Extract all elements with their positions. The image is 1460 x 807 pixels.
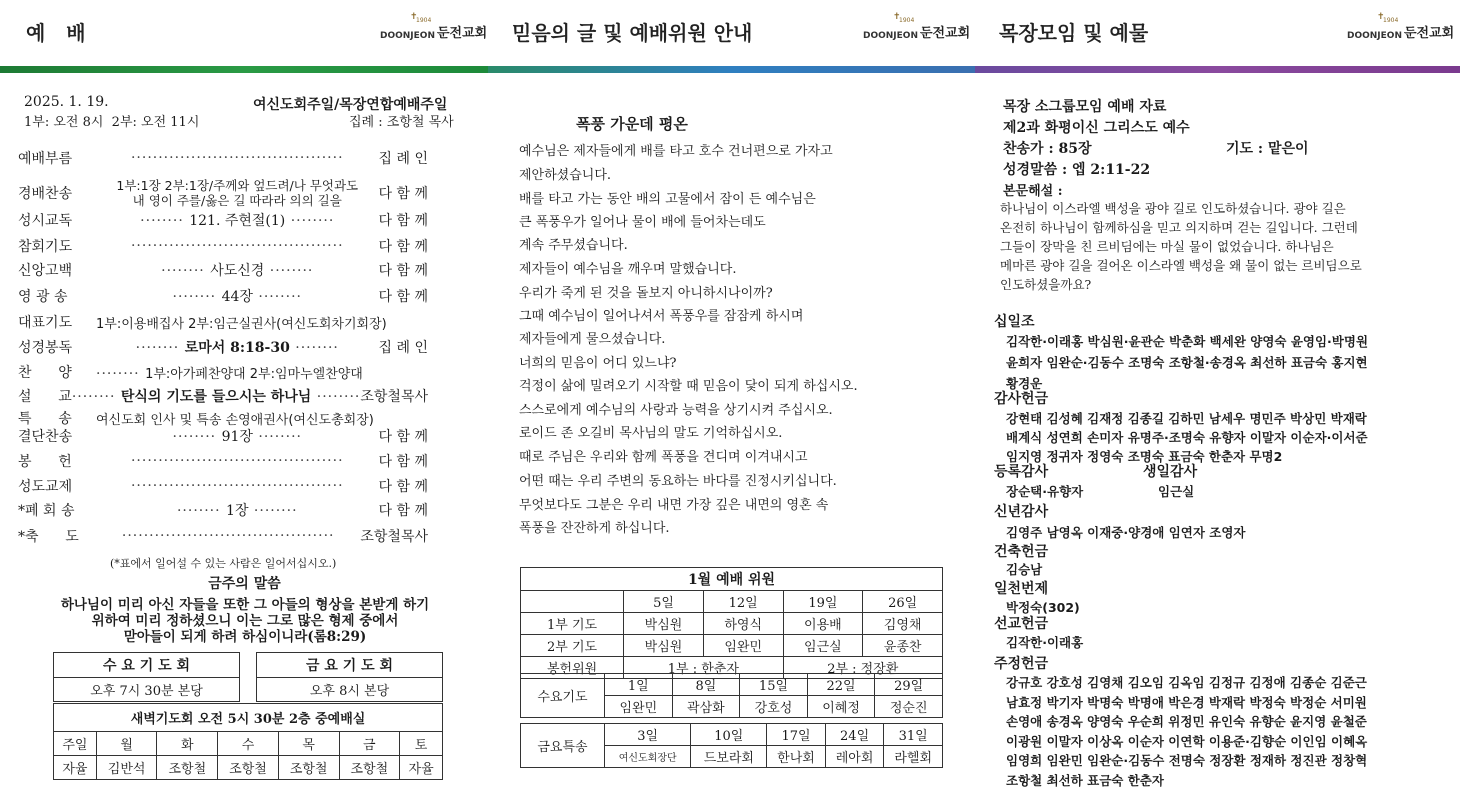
pray2-name: 박심원 [624,635,704,657]
fri-song-schedule [520,723,943,768]
order-item-name: 봉 헌 [18,454,72,470]
wed-prayer-title: 수 요 기 도 회 [54,653,240,678]
faith-line: 스스로에게 예수님의 사랑과 능력을 상기시켜 주십시오. [519,403,833,418]
order-row [18,526,428,546]
dot-leader: ········ [140,213,190,229]
wed-date: 29일 [875,674,943,696]
stand-note: (*표에서 일어설 수 있는 사람은 일어서십시오.) [110,557,337,570]
reg-names: 장순택·유향자 [1006,484,1084,499]
weekly-names: 강규호 강호성 김영채 김오임 김옥임 김정규 김정애 김종순 김준근 [1006,675,1367,690]
order-item-detail [96,260,379,280]
fri-prayer-title: 금 요 기 도 회 [257,653,443,678]
logo-en: DOONJEON [1347,31,1402,41]
mission-label: 선교헌금 [994,616,1049,632]
verse-line: 하나님이 미리 아신 자들을 또한 그 아들의 형상을 본받게 하기 [60,597,430,613]
offer-label: 봉헌위원 [521,657,624,679]
order-item-name: 성시교독 [18,213,73,229]
logo-year: 1904 [899,17,915,24]
header-bar-purple [975,66,1460,73]
dawn-day: 월 [96,732,157,756]
commentary-line: 그들이 장막을 친 르비딤에는 마실 물이 없었습니다. 하나님은 [1000,239,1334,254]
faith-line: 제안하셨습니다. [519,168,612,183]
committee-date: 19일 [783,591,863,613]
tithe-names: 김작한·이래홍 박심원·윤관순 박춘화 백세완 양영숙 윤영임·박명원 [1006,334,1369,349]
dot-leader: ········ [71,389,121,405]
fri-date: 24일 [825,724,884,746]
thanks-names: 임지영 정귀자 정영숙 조명숙 표금숙 한춘자 무명2 [1006,449,1283,464]
faith-line: 배를 타고 가는 동안 배의 고물에서 잠이 든 예수님은 [519,192,816,207]
dot-leader: ········ [172,289,222,305]
logo-ko: 둔전교회 [1403,26,1455,41]
cross-icon: ✝ [893,12,901,22]
order-item-name: 신앙고백 [18,263,73,279]
order-item-name: 경배찬송 [18,186,73,202]
order-item-name: 영 광 송 [18,289,68,305]
offer-first: 1부 : 한춘자 [624,657,783,679]
thousand-label: 일천번제 [994,581,1049,597]
thanks-names: 배계식 성연희 손미자 유명주·조명숙 유향자 이말자 이순자·이서준 [1006,430,1368,445]
order-row [18,362,428,382]
order-item-leader: 다 함 께 [378,289,428,305]
dawn-leader: 자율 [54,756,97,780]
dawn-leader: 조항철 [157,756,218,780]
order-item-name: 성경봉독 [18,340,73,356]
order-item-leader: 다 함 께 [378,454,428,470]
faith-title: 폭풍 가운데 평온 [576,115,688,133]
wed-name: 강호성 [740,696,808,718]
dawn-day: 수 [218,732,279,756]
commentary-label: 본문해설 : [1003,184,1063,199]
dawn-day: 주일 [54,732,97,756]
weekly-names: 이광원 이말자 이상옥 이순자 이연학 이용준·김향순 이인임 이혜옥 [1006,733,1368,749]
header-faith [512,0,752,62]
dawn-leader: 자율 [400,756,443,780]
order-item-text: 여신도회 인사 및 특송 손영애권사(여신도총회장) [96,412,374,428]
faith-line: 폭풍을 잔잔하게 하십니다. [519,521,670,536]
order-item-leader: 조항철목사 [360,529,428,545]
faith-line: 제자들에게 물으셨습니다. [519,332,666,347]
fri-label: 금요특송 [521,724,605,768]
pray1-name: 하영식 [703,613,783,635]
order-item-name: 찬 양 [18,365,72,381]
church-logo [380,12,488,41]
mission-names: 김작한·이래홍 [1006,635,1084,650]
order-item-leader: 다 함 께 [378,186,428,202]
header-group [999,0,1148,62]
verse-line: 위하여 미리 정하셨으니 이는 그로 많은 형제 중에서 [91,613,399,629]
logo-year: 1904 [416,17,432,24]
order-item-name: *축 도 [18,529,79,545]
fri-prayer-time: 오후 8시 본당 [257,678,443,702]
order-item-detail [96,286,379,306]
order-item-detail [96,426,379,446]
dot-leader: ········ [285,213,335,229]
church-logo [863,12,971,41]
order-row [18,312,428,332]
order-row [18,178,428,208]
dot-leader: ········ [311,389,361,405]
order-item-text: 91장 [221,429,253,445]
order-item-name: 대표기도 [18,315,73,331]
dot-leader: ······································· [130,150,344,166]
dot-leader: ········ [248,503,298,519]
commentary-line: 메마른 광야 길을 걸어온 이스라엘 백성을 왜 물이 없는 르비딤으로 [1000,258,1362,273]
order-row [18,210,428,230]
committee-date: 26일 [863,591,943,613]
order-item-leader: 집 례 인 [378,151,428,167]
order-item-text: 121. 주현절(1) [189,213,286,229]
order-row [18,476,428,496]
order-item-name: 참회기도 [18,239,73,255]
pray1-name: 김영채 [863,613,943,635]
dot-leader: ········ [135,340,185,356]
wed-prayer-schedule [520,673,943,718]
committee-title: 1월 예배 위원 [521,568,943,591]
header-bar-blue [488,66,975,73]
bday-names: 임근실 [1158,484,1195,499]
reg-label: 등록감사 [994,464,1049,480]
order-row [18,148,428,168]
committee-date: 5일 [624,591,704,613]
thanks-names: 강현태 김성혜 김재정 김종길 김하민 남세우 명민주 박상민 박재락 [1006,411,1367,426]
verse-text [20,597,470,645]
wed-name: 이혜정 [807,696,875,718]
pray1-name: 박심원 [624,613,704,635]
group-line2: 제2과 화평이신 그리스도 예수 [1003,120,1190,136]
weekly-label: 주정헌금 [994,656,1049,672]
order-item-name: 결단찬송 [18,429,73,445]
faith-line: 큰 폭풍우가 일어나 물이 배에 들어차는데도 [519,215,766,230]
section-title-worship: 예 배 [26,20,86,45]
order-item-leader: 다 함 께 [378,213,428,229]
offer-second: 2부 : 정장환 [783,657,942,679]
order-item-name: 설 교 [18,389,72,405]
fri-name: 라헬회 [884,746,943,768]
dot-leader: ······································· [121,528,335,544]
dot-leader: ········ [252,429,302,445]
faith-line: 제자들이 예수님을 깨우며 말했습니다. [519,262,737,277]
dawn-leader: 조항철 [218,756,279,780]
wed-date: 8일 [672,674,740,696]
order-row [18,426,428,446]
newyear-label: 신년감사 [994,504,1049,520]
dot-leader: ········ [264,263,314,279]
dot-leader: ········ [252,289,302,305]
wed-date: 15일 [740,674,808,696]
wed-label: 수요기도 [521,674,605,718]
wed-date: 1일 [605,674,673,696]
fri-date: 3일 [605,724,691,746]
wed-name: 곽삼화 [672,696,740,718]
dot-leader: ········ [172,429,222,445]
build-label: 건축헌금 [994,544,1049,560]
faith-line: 예수님은 제자들에게 배를 타고 호수 건너편으로 가자고 [519,144,833,159]
order-item-detail [96,313,428,332]
group-line1: 목장 소그룹모임 예배 자료 [1003,99,1167,115]
order-item-leader: 다 함 께 [378,239,428,255]
logo-en: DOONJEON [863,31,918,41]
fri-name: 여신도회장단 [605,746,691,768]
order-row [18,337,428,357]
order-row [18,408,428,428]
order-item-text: 1부:아가페찬양대 2부:임마누엘찬양대 [145,366,363,382]
build-names: 김승남 [1006,562,1043,577]
faith-line: 우리가 죽게 된 것을 돌보지 아니하시나이까? [519,286,773,301]
order-item-leader: 집 례 인 [378,340,428,356]
order-item-leader: 조항철목사 [360,389,428,405]
wed-prayer-box [53,652,240,702]
pray2-name: 임완민 [703,635,783,657]
fri-date: 31일 [884,724,943,746]
dawn-day: 목 [278,732,339,756]
dawn-day: 토 [400,732,443,756]
order-item-detail [72,386,361,406]
order-item-leader: 다 함 께 [378,479,428,495]
section-title-group: 목장모임 및 예물 [999,20,1149,45]
weekly-names: 손영애 송경옥 양영숙 우순희 위정민 유인숙 유향순 윤지영 윤철준 [1006,714,1367,729]
faith-line: 걱정이 삶에 밀려오기 시작할 때 믿음이 닻이 되게 하십시오. [519,379,858,394]
wed-prayer-time: 오후 7시 30분 본당 [54,678,240,702]
church-logo [1347,12,1455,41]
worship-date: 2025. 1. 19. [24,94,109,110]
committee-table [520,567,943,679]
cross-icon: ✝ [1377,12,1385,22]
commentary-line: 인도하셨을까요? [1000,277,1092,292]
section-title-faith: 믿음의 글 및 예배위원 안내 [512,20,753,45]
fri-name: 한나회 [767,746,826,768]
weekly-names: 남효정 박기자 박명숙 박명애 박은경 박재락 박정숙 박정순 서미원 [1006,694,1367,710]
order-item-text: 사도신경 [210,263,265,279]
order-row [18,286,428,306]
order-item-detail [96,210,379,230]
wed-date: 22일 [807,674,875,696]
pray2-name: 임근실 [783,635,863,657]
worship-presider: 집례 : 조항철 목사 [349,115,454,130]
faith-line: 로이드 존 오길비 목사님의 말도 기억하십시오. [519,426,783,441]
order-item-leader: 다 함 께 [378,503,428,519]
weekly-names: 임영희 임완민 임완순·김동수 전명숙 정장환 정재하 정진관 정창혁 [1006,753,1368,768]
pray1-label: 1부 기도 [521,613,624,635]
faith-line: 어떤 때는 우리 주변의 동요하는 바다를 진정시키십니다. [519,474,837,489]
worship-title: 여신도회주일/목장연합예배주일 [253,97,448,113]
order-item-name: 특 송 [18,411,72,427]
weekly-names: 조항철 최선하 표금숙 한춘자 [1006,772,1164,788]
thanks-label: 감사헌금 [994,391,1049,407]
faith-line: 그때 예수님이 일어나셔서 폭풍우를 잠잠케 하시며 [519,309,804,324]
empty-cell [521,591,624,613]
order-item-name: 예배부름 [18,151,73,167]
order-item-text: 1부:이용배집사 2부:임근실권사(여신도회차기회장) [96,316,387,332]
logo-year: 1904 [1383,17,1399,24]
order-item-detail: 1부:1장 2부:1장/주께와 엎드려/나 무엇과도 내 영이 주를/옳은 길 따라라 의의 길을 [116,178,359,208]
fri-prayer-box [256,652,443,702]
group-hymn: 찬송가 : 85장 [1003,141,1092,157]
dot-leader: ······································· [130,238,344,254]
order-item-text: 44장 [221,289,253,305]
tithe-label: 십일조 [994,314,1035,330]
order-item-leader: 다 함 께 [378,429,428,445]
pray1-name: 이용배 [783,613,863,635]
order-row [18,386,428,406]
dawn-leader: 조항철 [339,756,400,780]
dawn-leader: 조항철 [278,756,339,780]
order-row [18,260,428,280]
pray2-label: 2부 기도 [521,635,624,657]
worship-times: 1부: 오전 8시 2부: 오전 11시 [24,115,200,130]
order-item-detail [96,363,428,382]
bday-label: 생일감사 [1143,464,1198,480]
fri-name: 드보라회 [691,746,767,768]
faith-line: 무엇보다도 그분은 우리 내면 가장 깊은 내면의 영혼 속 [519,498,829,513]
group-prayer: 기도 : 맡은이 [1226,141,1309,157]
faith-line: 때로 주님은 우리와 함께 폭풍을 견디며 이겨내시고 [519,450,808,465]
order-row [18,500,428,520]
dawn-day: 화 [157,732,218,756]
wed-name: 정순진 [875,696,943,718]
thousand-names: 박정숙(302) [1006,600,1080,615]
dawn-day: 금 [339,732,400,756]
faith-line: 너희의 믿음이 어디 있느냐? [519,356,677,371]
order-item-name: 성도교제 [18,479,73,495]
tithe-names: 황경운 [1006,376,1043,391]
logo-en: DOONJEON [380,31,435,41]
verse-line: 맏아들이 되게 하려 하심이니라(롬8:29) [123,629,367,645]
dot-leader: ········ [96,365,146,382]
order-item-detail [96,500,379,520]
tithe-names: 윤희자 임완순·김동수 조명숙 조항철·송경옥 최선하 표금숙 홍지현 [1006,355,1368,370]
order-item-leader: 다 함 께 [378,263,428,279]
dawn-prayer-table [53,703,443,780]
header-bar-green [0,66,488,73]
dawn-prayer-title: 새벽기도회 오전 5시 30분 2층 중예배실 [54,704,443,732]
dawn-leader: 김반석 [96,756,157,780]
logo-ko: 둔전교회 [919,26,971,41]
group-scripture: 성경말씀 : 엡 2:11-22 [1003,162,1151,178]
dot-leader: ······································· [130,478,344,494]
order-item-text: 1장 [226,503,249,519]
logo-ko: 둔전교회 [436,26,488,41]
dot-leader: ········ [289,340,339,356]
verse-title: 금주의 말씀 [208,576,281,592]
header-worship [26,0,86,62]
wed-name: 임완민 [605,696,673,718]
commentary-line: 하나님이 이스라엘 백성을 광야 길로 인도하셨습니다. 광야 길은 [1000,201,1346,216]
pray2-name: 윤종찬 [863,635,943,657]
fri-date: 17일 [767,724,826,746]
order-row [18,451,428,471]
dot-leader: ········ [161,263,211,279]
commentary-line: 온전히 하나님이 함께하심을 믿고 의지하며 걷는 길입니다. 그런데 [1000,220,1358,235]
newyear-names: 김영주 남영옥 이재중·양경애 임연자 조영자 [1006,525,1246,540]
cross-icon: ✝ [410,12,418,22]
order-item-text: 로마서 8:18-30 [184,340,290,356]
order-item-detail [96,409,428,428]
dot-leader: ······································· [130,453,344,469]
fri-date: 10일 [691,724,767,746]
committee-date: 12일 [703,591,783,613]
order-item-detail [96,337,379,357]
fri-name: 레아회 [825,746,884,768]
order-item-text: 탄식의 기도를 들으시는 하나님 [120,389,312,405]
faith-line: 계속 주무셨습니다. [519,238,628,253]
order-item-name: *폐 회 송 [18,503,75,519]
dot-leader: ········ [176,503,227,519]
order-row [18,236,428,256]
